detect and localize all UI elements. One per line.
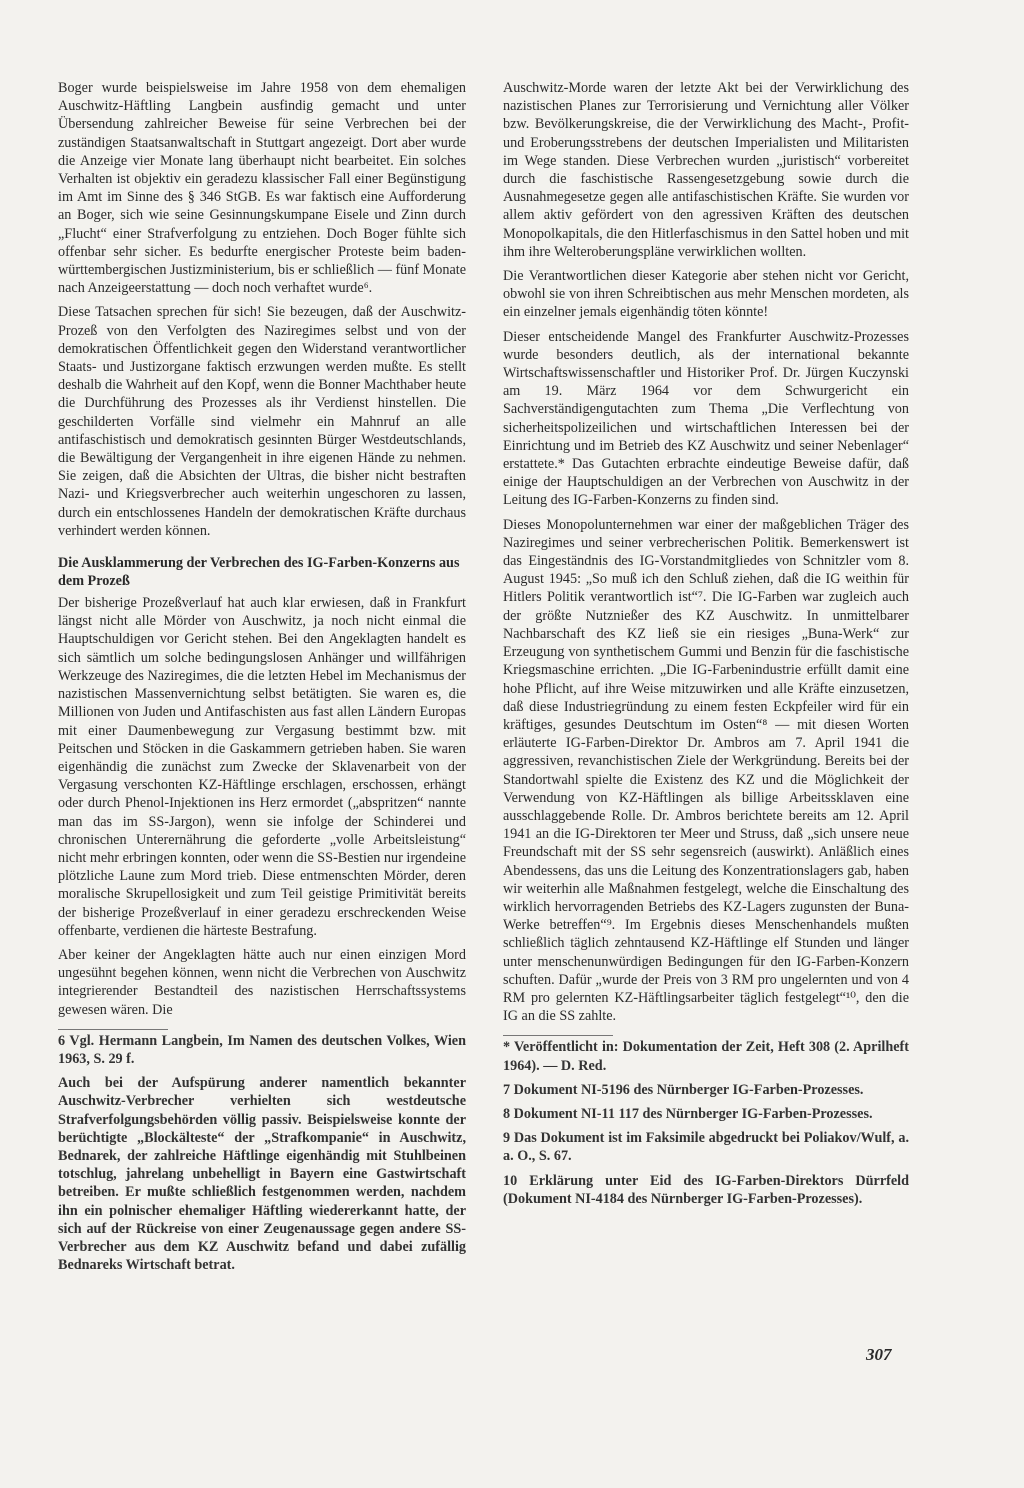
footnote: Auch bei der Aufspürung anderer namentlich bekannter Auschwitz-Verbrecher verhielten sich westdeutsche Strafverfolgungsbehörden völlig passiv. Beispielsweise konnte der berüchtigte „Blockälteste“ der „Strafkompanie“ in Auschwitz, Bednarek, der zahlreiche Häftlinge eigenhändig mit Stuhlbeinen totschlug, jahrelang unbehelligt in Bayern eine Gastwirtschaft betreiben. Er mußte schließlich festgenommen werden, nachdem ihn ein polnischer ehemaliger Häftling wiedererkannt hatte, der sich auf der Rückreise von einer Zeugenaussage gegen andere SS-Verbrecher aus dem KZ Auschwitz befand und dabei zufällig Bednareks Wirtschaft betrat. (58, 1075, 466, 1274)
paragraph: Die Verantwortlichen dieser Kategorie aber stehen nicht vor Gericht, obwohl sie von ihren Schreibtischen aus mehr Menschen mordeten, als ein einzelner jemals eigenhändig töten könnte! (503, 268, 909, 321)
footnote: 6 Vgl. Hermann Langbein, Im Namen des deutschen Volkes, Wien 1963, S. 29 f. (58, 1032, 466, 1067)
left-column (58, 79, 466, 1280)
paragraph: Aber keiner der Angeklagten hätte auch nur einen einzigen Mord ungesühnt begehen können, wenn nicht die Verbrechen von Auschwitz integrierender Bestandteil des nazistischen Herrschaftssystems gewesen wären. Die (58, 946, 466, 1018)
paragraph: Diese Tatsachen sprechen für sich! Sie bezeugen, daß der Auschwitz-Prozeß von den Verfolgten des Naziregimes selbst und von der demokratischen Öffentlichkeit gegen den Widerstand verantwortlicher Staats- und Justizorgane faktisch erzwungen werden mußte. Es stellt deshalb die Wahrheit auf den Kopf, wenn die Bonner Machthaber heute die Durchführung des Prozesses als ihr Verdienst hinstellen. Die geschilderten Vorfälle sind vielmehr ein Mahnruf an alle antifaschistisch und demokratisch gesinnten Bürger Westdeutschlands, die Bewältigung der Vergangenheit in ihre eigenen Hände zu nehmen. Sie zeigen, daß die Absichten der Ultras, die bisher nicht bestraften Nazi- und Kriegsverbrecher auch weiterhin ungeschoren zu lassen, durch ein entschlossenes Handeln der demokratischen Kräfte durchaus verhindert werden können. (58, 304, 466, 539)
paragraph: Dieser entscheidende Mangel des Frankfurter Auschwitz-Prozesses wurde besonders deutlich, als der international bekannte Wirtschaftswissenschaftler und Historiker Prof. Dr. Jürgen Kuczynski am 19. März 1964 vor dem Schwurgericht ein Sachverständigengutachten zum Thema „Die Verflechtung von sicherheitspolizeilichen und wirtschaftlichen Interessen bei der Einrichtung und im Betrieb des KZ Auschwitz und seiner Nebenlager“ erstattete.* Das Gutachten erbrachte eindeutige Beweise dafür, daß einige der Hauptschuldigen an der Verbrechen von Auschwitz in der Leitung des IG-Farben-Konzerns zu finden sind. (503, 328, 909, 509)
paragraph: Dieses Monopolunternehmen war einer der maßgeblichen Träger des Naziregimes und seiner verbrecherischen Politik. Bemerkenswert ist das Eingeständnis des IG-Vorstandmitgliedes von Schnitzler vom 8. August 1945: „So muß ich den Schluß ziehen, daß die IG weithin für Hitlers Politik verantwortlich ist“⁷. Die IG-Farben war zugleich auch der größte Nutznießer des KZ Auschwitz. In unmittelbarer Nachbarschaft des KZ ließ sie ein riesiges „Buna-Werk“ zur Erzeugung von synthetischem Gummi und Benzin für die faschistische Kriegsmaschine errichten. „Die IG-Farbenindustrie erfüllt damit eine hohe Pflicht, auf ihre Weise mitzuwirken und alle Kräfte einzusetzen, daß diese Industriegründung zu einem festen Eckpfeiler wird für ein kräftiges, gesundes Deutschtum im Osten“⁸ — mit diesen Worten erläuterte IG-Farben-Direktor Dr. Ambros am 7. April 1941 die aggressiven, revanchistischen Ziele der Werkgründung. Bereits bei der Standortwahl spielte die Existenz des KZ und die Möglichkeit der Verwendung von KZ-Häftlingen als billige Arbeitssklaven eine ausschlaggebende Rolle. Dr. Ambros berichtete bereits am 12. April 1941 an die IG-Direktoren ter Meer und Struss, daß „sich unsere neue Freundschaft mit der SS sehr segensreich (auswirkt). Anläßlich eines Abendessens, das uns die Leitung des Konzentrationslagers gab, haben wir weiterhin alle Maßnahmen festgelegt, welche die Einschaltung des wirklich hervorragenden Betriebs des KZ-Lagers zugunsten der Buna-Werke betreffen“⁹. Im Ergebnis dieses Menschenhandels mußten schließlich täglich zehntausend KZ-Häftlinge elf Stunden und länger unter menschenunwürdigen Bedingungen für den IG-Farben-Konzern schuften. Dafür „wurde der Preis von 3 RM pro ungelernten und von 4 RM pro gelernten KZ-Häftlingsarbeiter täglich festgelegt“¹⁰, den die IG an die SS zahlte. (503, 516, 909, 1025)
paragraph: Boger wurde beispielsweise im Jahre 1958 von dem ehemaligen Auschwitz-Häftling Langbein ausfindig gemacht und unter Übersendung zahlreicher Beweise für seine Verbrechen bei der zuständigen Staatsanwaltschaft in Stuttgart angezeigt. Dort aber wurde die Anzeige vier Monate lang überhaupt nicht bearbeitet. Ein solches Verhalten ist objektiv ein geradezu klassischer Fall einer Begünstigung im Amt im Sinne des § 346 StGB. Es war faktisch eine Aufforderung an Boger, sich wie seine Gesinnungskumpane Eisele und Zinn durch „Flucht“ einer Strafverfolgung zu entziehen. Doch Boger fühlte sich offenbar sehr sicher. Es bedurfte energischer Proteste beim baden-württembergischen Justizministerium, bis er schließlich — fünf Monate nach Anzeigeerstattung — doch noch verhaftet wurde⁶. (58, 80, 466, 297)
paragraph: Auschwitz-Morde waren der letzte Akt bei der Verwirklichung des nazistischen Planes zur Terrorisierung und Vernichtung aller Völker bzw. Bevölkerungskreise, die der Verwirklichung des Macht-, Profit- und Eroberungsstrebens der deutschen Imperialisten und Militaristen im Wege standen. Diese Verbrechen wurden „juristisch“ vorbereitet durch die faschistische Rassengesetzgebung sowie durch die Ausnahmegesetze gegen alle antifaschistischen Kräfte. Sie wurden vor allem aktiv gefördert von den agressiven Kräften des deutschen Monopolkapitals, die den Hitlerfaschismus in den Sattel hoben und mit ihm ihre Welteroberungspläne verwirklichen wollten. (503, 80, 909, 260)
page-number: 307 (866, 1345, 892, 1364)
footnote: 8 Dokument NI-11 117 des Nürnberger IG-Farben-Prozesses. (503, 1105, 873, 1122)
footnote: * Veröffentlicht in: Dokumentation der Zeit, Heft 308 (2. Aprilheft 1964). — D. Red. (503, 1039, 909, 1074)
footnotes (58, 1032, 466, 1275)
footnotes (503, 1038, 909, 1208)
paragraph: Der bisherige Prozeßverlauf hat auch klar erwiesen, daß in Frankfurt längst nicht alle Mörder von Auschwitz, ja noch nicht einmal die Hauptschuldigen vor Gericht stehen. Bei den Angeklagten handelt es sich sämtlich um solche bedingungslosen Anhänger und willfährigen Werkzeuge des Naziregimes, die die letzten Hebel im Mechanismus der nazistischen Massenvernichtung selbst betätigten. Sie waren es, die Millionen von Juden und Antifaschisten aus fast allen Ländern Europas mit einer Daumenbewegung zur Vergasung bestimmt bzw. mit Peitschen und Stöcken in die Gaskammern getrieben haben. Sie waren eigenhändig die zunächst zum Zwecke der Sklavenarbeit von der Vergasung verschonten KZ-Häftlinge erschlagen, erschossen, erhängt oder durch Phenol-Injektionen ins Herz ermordet („abspritzen“ nannte man das im SS-Jargon), wenn sie infolge der Schinderei und chronischen Unterernährung die geforderte „volle Arbeitsleistung“ nicht mehr erbringen konnten, oder wenn die SS-Bestien nur irgendeine plötzliche Laune zum Mord trieb. Diese entmenschten Mörder, deren moralische Skrupellosigkeit und zum Teil geistige Primitivität bereits der bisherige Prozeßverlauf in einer geradezu erschreckenden Weise offenbarte, verdienen die härteste Bestrafung. (58, 595, 466, 939)
footnote: 10 Erklärung unter Eid des IG-Farben-Direktors Dürrfeld (Dokument NI-4184 des Nürnberger IG-Farben-Prozesses). (503, 1172, 909, 1207)
footnote: 7 Dokument NI-5196 des Nürnberger IG-Farben-Prozesses. (503, 1081, 864, 1098)
right-column (503, 79, 909, 1214)
section-heading: Die Ausklammerung der Verbrechen des IG-Farben-Konzerns aus dem Prozeß (58, 555, 460, 590)
footnote: 9 Das Dokument ist im Faksimile abgedruckt bei Poliakov/Wulf, a. a. O., S. 67. (503, 1130, 909, 1165)
